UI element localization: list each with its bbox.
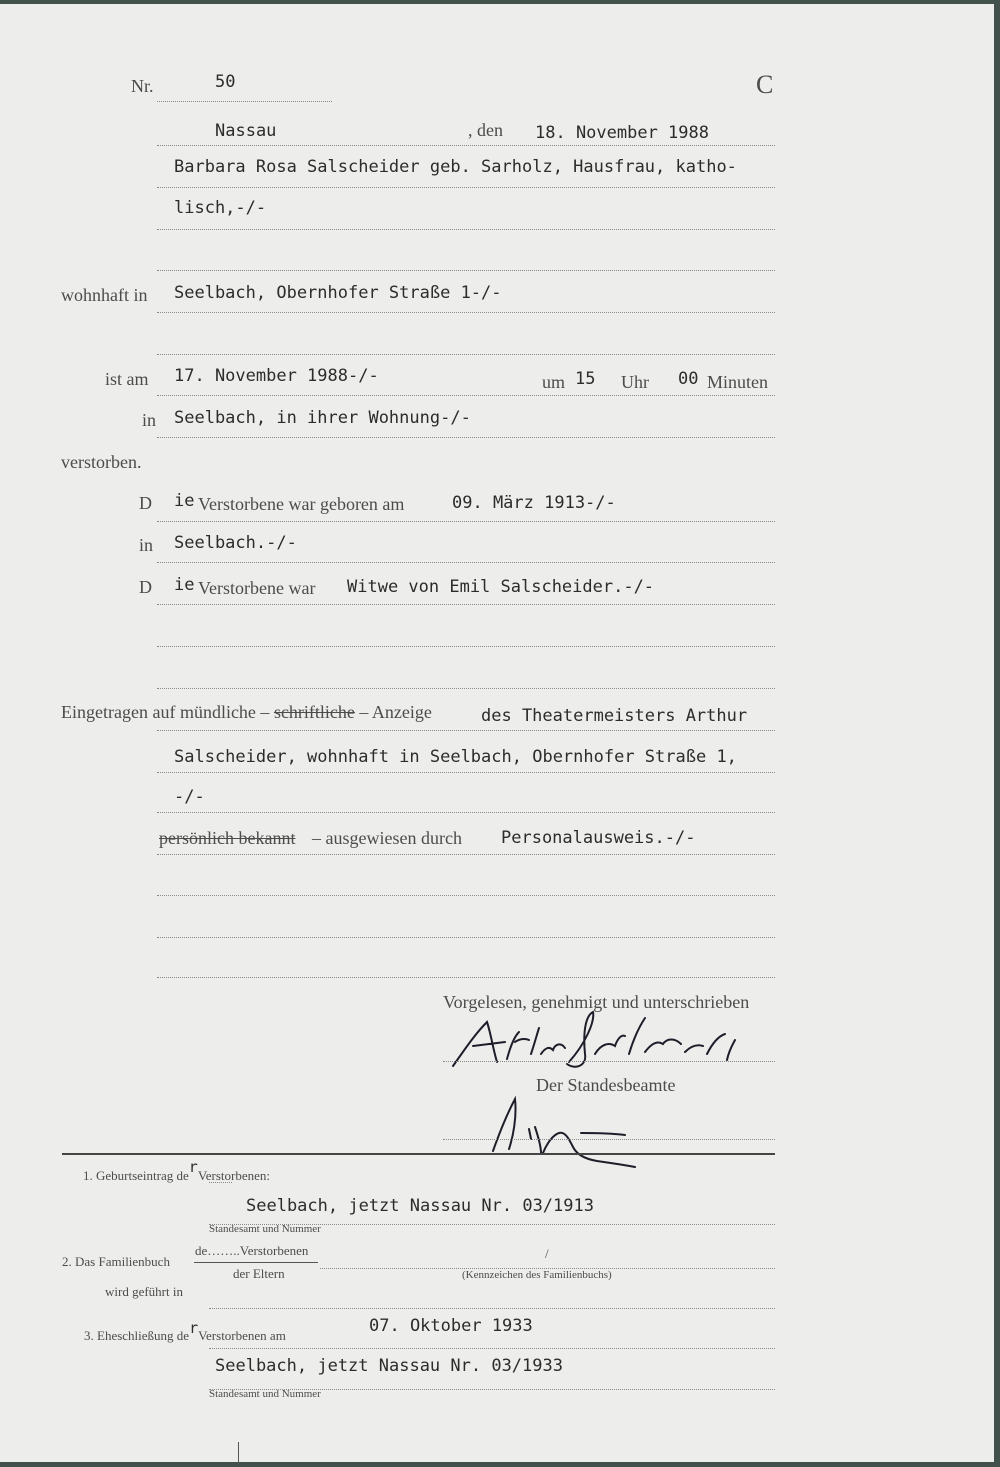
ist-am-label: ist am [105,369,149,389]
residence-value: Seelbach, Obernhofer Straße 1-/- [174,283,502,303]
death-date: 17. November 1988-/- [174,366,379,386]
verstorben-label: verstorben. [61,452,142,472]
standesamt-caption-1: Standesamt und Nummer [209,1223,321,1235]
informant-rule-2 [157,772,775,773]
birth-place: Seelbach.-/- [174,533,297,553]
nr-value: 50 [215,72,236,92]
family-book-fraction-bar [194,1262,318,1263]
approval-text: Vorgelesen, genehmigt und unterschrieben [443,992,750,1012]
blank-rule-7 [157,977,775,978]
blank-rule-1 [157,270,775,271]
family-book-label: 2. Das Familienbuch [62,1254,170,1269]
deceased-line-1: Barbara Rosa Salscheider geb. Sarholz, Hausfrau, katho- [174,157,737,177]
nr-line [157,101,332,102]
footer-birth-entry-superscript: r [188,1158,198,1176]
marriage-label [84,1319,286,1344]
informant-line-2: Salscheider, wohnhaft in Seelbach, Obernhofer Straße 1, [174,747,737,767]
status-value: Witwe von Emil Salscheider.-/- [347,577,655,597]
family-book-fraction-bottom: der Eltern [233,1266,285,1281]
death-place: Seelbach, in ihrer Wohnung-/- [174,408,471,428]
place-date-line [157,145,775,146]
informant-line-3: -/- [174,787,205,807]
officer-signature [485,1089,685,1174]
ausgewiesen-label: – ausgewiesen durch [312,828,462,848]
footer-separator [62,1153,775,1155]
id-document-value: Personalausweis.-/- [501,828,696,848]
deceased-line-2: lisch,-/- [174,198,267,218]
informant-signature-rule [443,1061,775,1062]
residence-label: wohnhaft in [61,285,148,305]
uhr-label: Uhr [621,372,649,392]
death-date-rule [157,395,775,396]
birth-date: 09. März 1913-/- [452,493,616,513]
birth-in-label: in [139,535,154,555]
birth-place-rule [157,562,775,563]
deceased-line-1-rule [157,187,775,188]
officer-signature-rule [443,1139,775,1140]
status-label: Verstorbene war [198,578,316,598]
place-value: Nassau [215,121,277,141]
birth-label: Verstorbene war geboren am [198,494,405,514]
deceased-line-2-rule [157,229,775,230]
family-book-location-rule [209,1308,775,1309]
marriage-register-value: Seelbach, jetzt Nassau Nr. 03/1933 [215,1356,563,1376]
footer-birth-entry-label [83,1158,271,1184]
residence-rule [157,312,775,313]
registration-label-post: – Anzeige [359,702,432,722]
informant-rule-1 [157,730,775,731]
birth-ie-suffix: ie [174,491,195,511]
death-in-label: in [142,410,157,430]
family-book-slash: / [545,1246,549,1261]
officer-label: Der Standesbeamte [536,1075,676,1095]
family-book-caption: (Kennzeichen des Familienbuchs) [462,1269,612,1281]
family-book-location-label: wird geführt in [105,1284,183,1299]
footer-birth-entry-post: Verstorbenen: [197,1168,271,1183]
certificate-type-letter: C [756,70,774,99]
marriage-label-superscript: r [189,1319,199,1337]
den-label: , den [468,120,503,140]
persoenlich-bekannt-struck: persönlich bekannt [159,828,296,848]
blank-rule-4 [157,688,775,689]
standesamt-caption-2: Standesamt und Nummer [209,1388,321,1400]
death-minutes: 00 [678,369,699,389]
id-rule [157,854,775,855]
death-hour: 15 [575,369,596,389]
um-label: um [542,372,566,392]
informant-line-1: des Theatermeisters Arthur [481,706,748,726]
registration-date: 18. November 1988 [535,123,709,143]
blank-rule-3 [157,646,775,647]
blank-rule-2 [157,354,775,355]
death-place-rule [157,437,775,438]
footer-birth-entry-dots [209,1182,232,1183]
marriage-label-pre: 3. Eheschließung de [84,1328,190,1343]
status-rule [157,604,775,605]
marriage-label-post: Verstorbenen am [198,1328,286,1343]
informant-signature [445,1004,745,1074]
footer-birth-entry-pre: 1. Geburtseintrag de [83,1168,189,1183]
registration-label [61,702,432,723]
informant-rule-3 [157,812,775,813]
birth-register-value: Seelbach, jetzt Nassau Nr. 03/1913 [246,1196,594,1216]
nr-label: Nr. [131,76,154,96]
status-ie-suffix: ie [174,575,195,595]
certificate-page [0,4,994,1462]
marriage-date: 07. Oktober 1933 [369,1316,533,1336]
birth-date-rule [157,521,775,522]
minuten-label: Minuten [707,372,768,392]
binding-mark [238,1442,239,1464]
family-book-fraction-top: de……..Verstorbenen [195,1243,309,1258]
registration-label-struck: schriftliche [273,702,355,722]
status-d-letter: D [139,577,152,597]
marriage-date-rule [209,1348,775,1349]
blank-rule-5 [157,895,775,896]
birth-d-letter: D [139,493,152,513]
blank-rule-6 [157,937,775,938]
registration-label-pre: Eingetragen auf mündliche – [61,702,270,722]
